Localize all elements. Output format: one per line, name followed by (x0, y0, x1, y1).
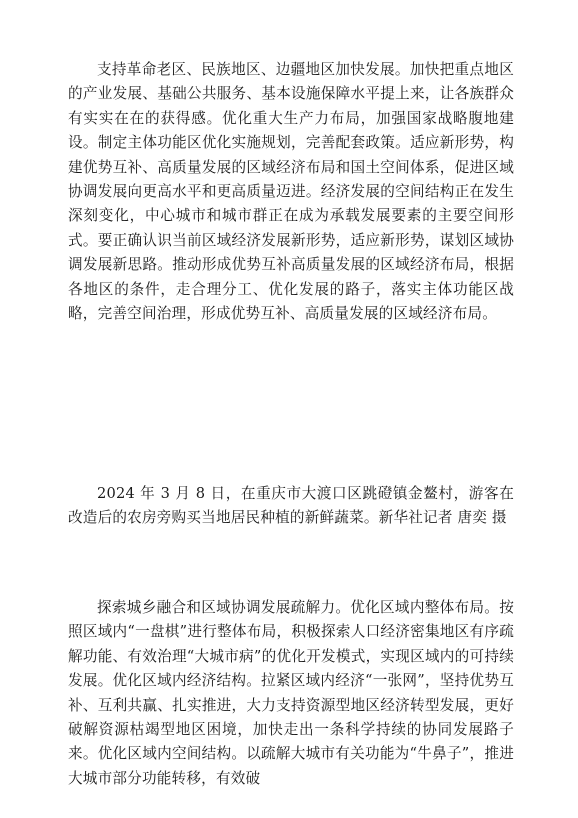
body-paragraph: 探索城乡融合和区域协调发展疏解力。优化区域内整体布局。按照区域内“一盘棋”进行整体布局，积极探索人口经济密集地区有序疏解功能、有效治理“大城市病”的优化开发模式，实现区域内的可持续发展。优化区域内经济结构。拉紧区域内经济“一张网”，坚持优势互补、互利共赢、扎实推进，大力支持资源型地区经济转型发展，更好破解资源枯竭型地区困境，加快走出一条科学持续的协同发展路子来。优化区域内空间结构。以疏解大城市有关功能为“牛鼻子”，推进大城市部分功能转移，有效破 (68, 599, 514, 787)
photo-caption: 2024 年 3 月 8 日，在重庆市大渡口区跳磴镇金鳌村，游客在改造后的农房旁购买当地居民种植的新鲜蔬菜。新华社记者 唐奕 摄 (68, 485, 514, 527)
body-paragraph: 支持革命老区、民族地区、边疆地区加快发展。加快把重点地区的产业发展、基础公共服务、基本设施保障水平提上来，让各族群众有实实在在的获得感。优化重大生产力布局，加强国家战略腹地建设。制定主体功能区优化实施规划，完善配套政策。适应新形势，构建优势互补、高质量发展的区域经济布局和国土空间体系，促进区域协调发展向更高水平和更高质量迈进。经济发展的空间结构正在发生深刻变化，中心城市和城市群正在成为承载发展要素的主要空间形式。要正确认识当前区域经济发展新形势，适应新形势，谋划区域协调发展新思路。推动形成优势互补高质量发展的区域经济布局，根据各地区的条件，走合理分工、优化发展的路子，落实主体功能区战略，完善空间治理，形成优势互补、高质量发展的区域经济布局。 (68, 61, 514, 323)
